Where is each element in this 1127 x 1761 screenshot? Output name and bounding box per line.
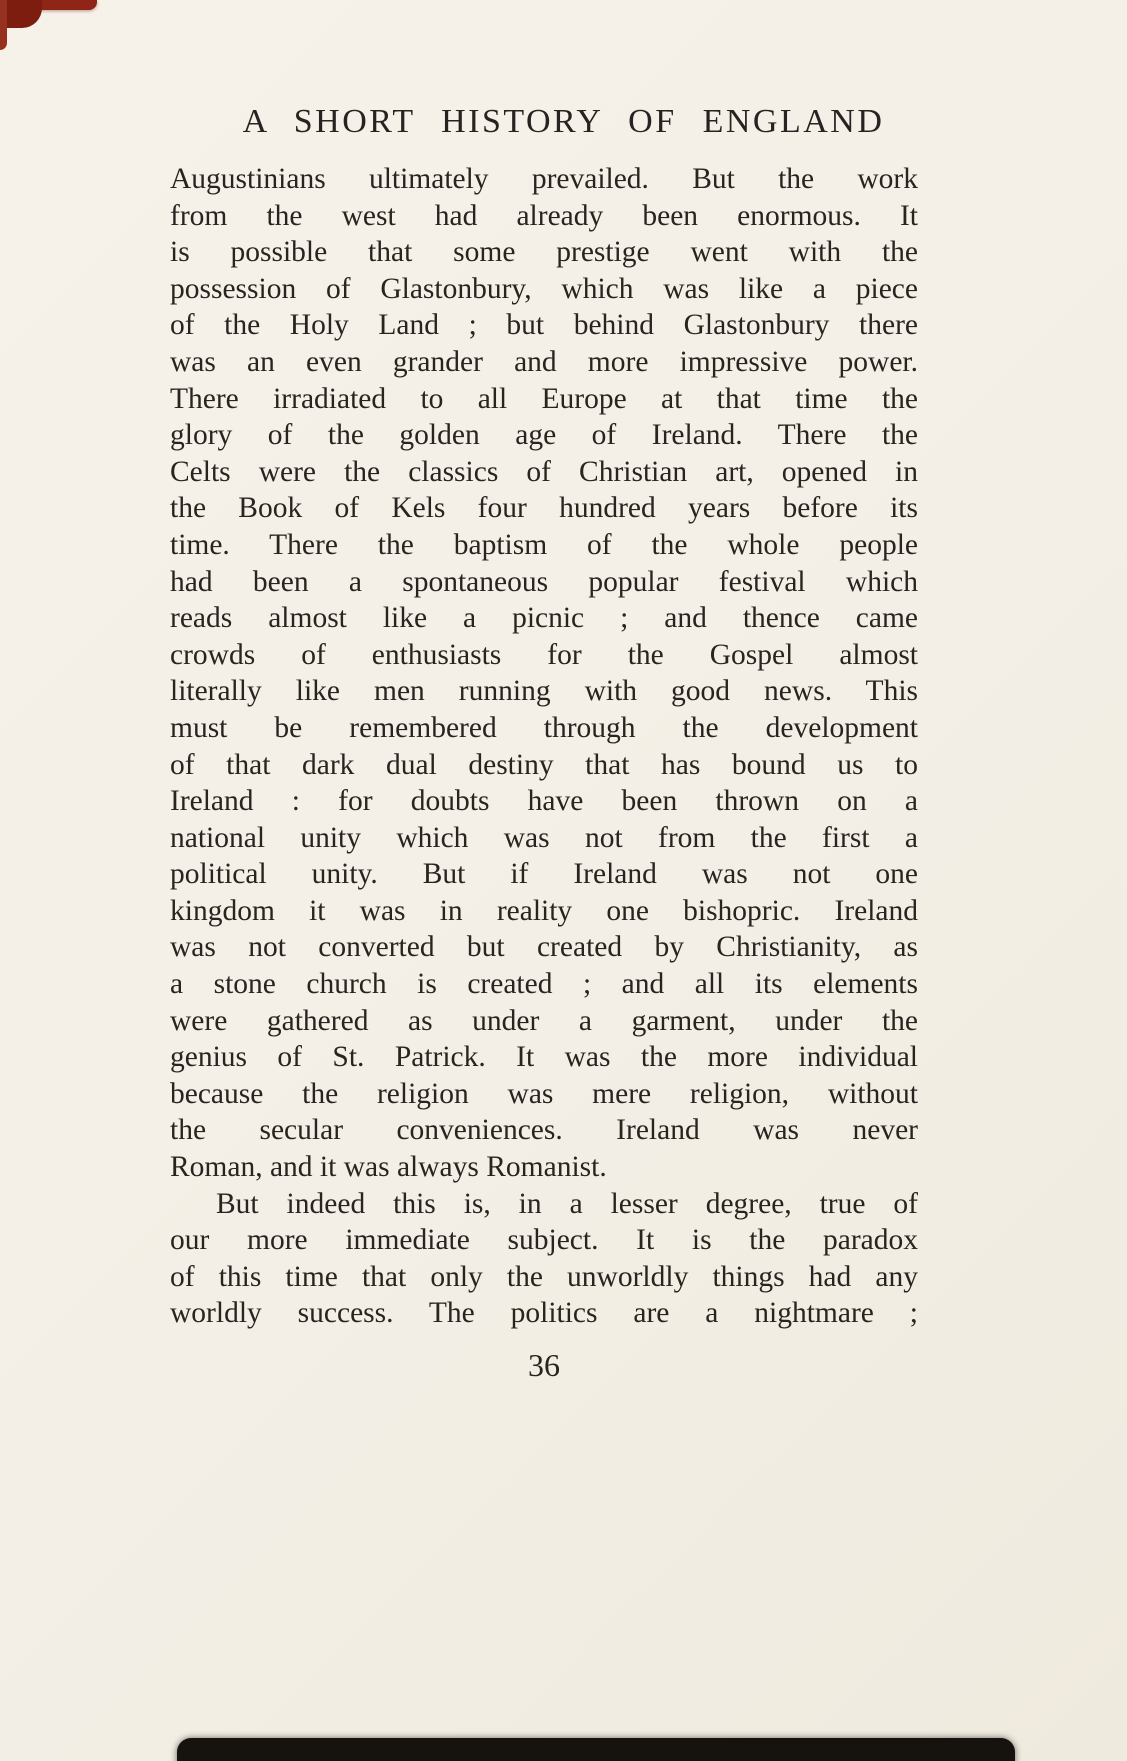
text-line: must be remembered through the development xyxy=(170,711,918,744)
text-line: our more immediate subject. It is the paradox xyxy=(170,1224,918,1257)
text-line: possession of Glastonbury, which was like a piece xyxy=(170,272,918,305)
paragraph xyxy=(170,1186,918,1332)
text-line: kingdom it was in reality one bishopric. Ireland xyxy=(170,894,918,927)
text-line: from the west had already been enormous. It xyxy=(170,199,918,232)
running-head-title: A SHORT HISTORY OF ENGLAND xyxy=(242,103,885,140)
text-line: of the Holy Land ; but behind Glastonbury there xyxy=(170,309,918,342)
text-line: of this time that only the unworldly things had any xyxy=(170,1260,918,1293)
text-line: crowds of enthusiasts for the Gospel almost xyxy=(170,638,918,671)
text-line: was an even grander and more impressive power. xyxy=(170,345,918,378)
scan-artifact-left-edge xyxy=(0,0,7,50)
paragraph xyxy=(170,161,918,1186)
text-line: was not converted but created by Christianity, as xyxy=(170,931,918,964)
text-line: Augustinians ultimately prevailed. But the work xyxy=(170,163,918,195)
text-line: reads almost like a picnic ; and thence came xyxy=(170,602,918,635)
text-line: were gathered as under a garment, under the xyxy=(170,1004,918,1037)
text-line: worldly success. The politics are a nightmare ; xyxy=(170,1297,918,1330)
text-line: political unity. But if Ireland was not one xyxy=(170,858,918,891)
text-line: is possible that some prestige went with the xyxy=(170,236,918,269)
text-line: Celts were the classics of Christian art, opened in xyxy=(170,455,918,488)
text-line: had been a spontaneous popular festival which xyxy=(170,565,918,598)
text-line: But indeed this is, in a lesser degree, true of xyxy=(216,1187,918,1220)
text-line: the secular conveniences. Ireland was never xyxy=(170,1114,918,1147)
text-line: Ireland : for doubts have been thrown on a xyxy=(170,785,918,818)
scan-artifact-bottom-bar xyxy=(177,1738,1015,1761)
text-line: literally like men running with good news. This xyxy=(170,675,918,708)
text-block xyxy=(170,161,918,1332)
text-line: a stone church is created ; and all its elements xyxy=(170,968,918,1001)
text-line: Roman, and it was always Romanist. xyxy=(170,1151,607,1184)
text-line: the Book of Kels four hundred years before its xyxy=(170,492,918,525)
text-line: There irradiated to all Europe at that time the xyxy=(170,382,918,415)
text-line: of that dark dual destiny that has bound us to xyxy=(170,748,918,781)
page-number: 36 xyxy=(528,1347,560,1383)
text-line: because the religion was mere religion, without xyxy=(170,1077,918,1110)
text-line: glory of the golden age of Ireland. There the xyxy=(170,419,918,452)
text-line: time. There the baptism of the whole people xyxy=(170,528,918,561)
text-line: genius of St. Patrick. It was the more individual xyxy=(170,1041,918,1074)
text-line: national unity which was not from the first a xyxy=(170,821,918,854)
